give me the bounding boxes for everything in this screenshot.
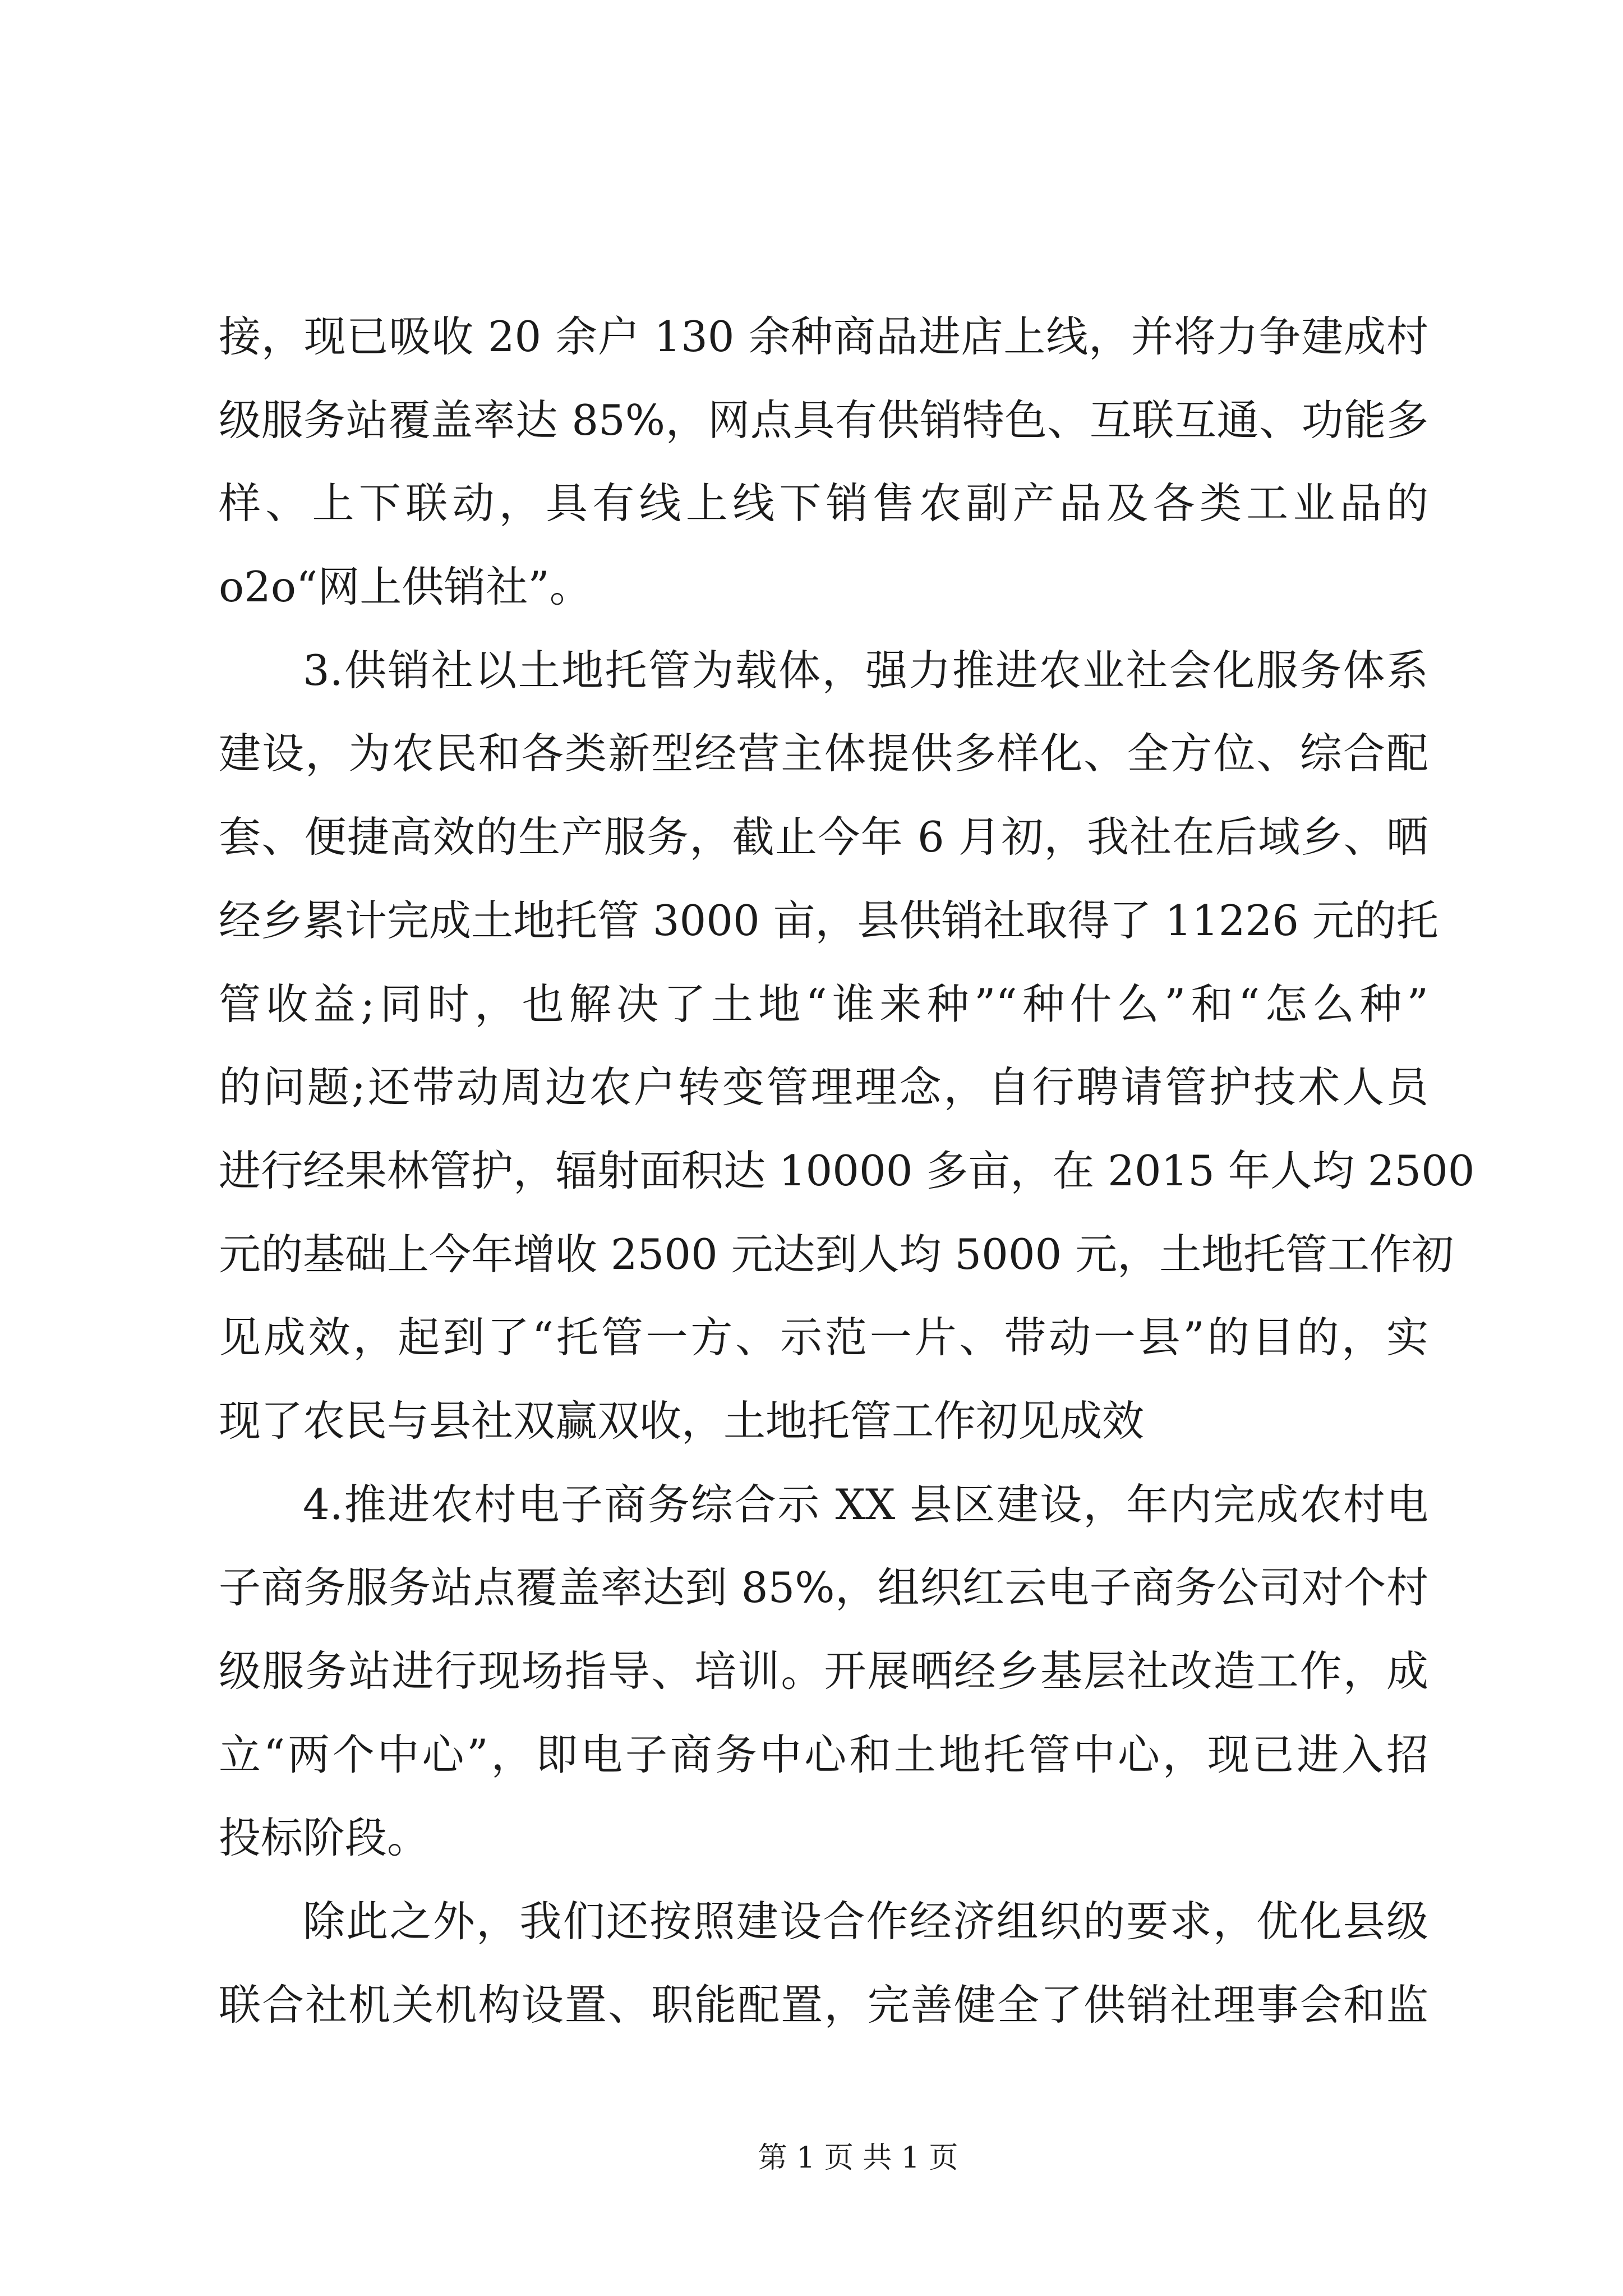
text-line: 元的基础上今年增收 2500 元达到人均 5000 元，土地托管工作初 xyxy=(219,1229,1454,1279)
text-line: 管收益;同时，也解决了土地“谁来种”“种什么”和“怎么种” xyxy=(219,979,1428,1029)
text-line: 进行经果林管护，辐射面积达 10000 多亩，在 2015 年人均 2500 xyxy=(219,1145,1475,1195)
text-line: 子商务服务站点覆盖率达到 85%，组织红云电子商务公司对个村 xyxy=(219,1563,1428,1613)
text-line: 现了农民与县社双赢双收，土地托管工作初见成效 xyxy=(219,1396,1145,1446)
text-line: 接，现已吸收 20 余户 130 余种商品进店上线，并将力争建成村 xyxy=(219,312,1428,361)
page-footer: 第 1 页 共 1 页 xyxy=(758,2141,958,2175)
paragraph xyxy=(219,629,1475,1463)
text-line: 的问题;还带动周边农户转变管理理念，自行聘请管护技术人员 xyxy=(219,1062,1428,1112)
text-line: 投标阶段。 xyxy=(219,1813,430,1863)
text-line: 套、便捷高效的生产服务，截止今年 6 月初，我社在后域乡、晒 xyxy=(219,812,1428,862)
paragraph xyxy=(219,1463,1428,1880)
text-line: o2o“网上供销社”。 xyxy=(219,562,592,612)
document-body xyxy=(219,295,1475,2046)
text-line: 立“两个中心”，即电子商务中心和土地托管中心，现已进入招 xyxy=(219,1729,1428,1779)
text-line: 样、上下联动，具有线上线下销售农副产品及各类工业品的 xyxy=(219,478,1428,528)
text-line: 级服务站进行现场指导、培训。开展晒经乡基层社改造工作，成 xyxy=(219,1646,1428,1696)
text-line: 经乡累计完成土地托管 3000 亩，县供销社取得了 11226 元的托 xyxy=(219,895,1438,945)
text-line: 3.供销社以土地托管为载体，强力推进农业社会化服务体系 xyxy=(303,645,1428,695)
text-line: 联合社机关机构设置、职能配置，完善健全了供销社理事会和监 xyxy=(219,1980,1428,2030)
text-line: 级服务站覆盖率达 85%，网点具有供销特色、互联互通、功能多 xyxy=(219,395,1428,445)
text-line: 除此之外，我们还按照建设合作经济组织的要求，优化县级 xyxy=(303,1897,1428,1947)
text-line: 4.推进农村电子商务综合示 XX 县区建设，年内完成农村电 xyxy=(303,1479,1428,1529)
paragraph xyxy=(219,295,1428,629)
paragraph xyxy=(219,1880,1428,2046)
text-line: 见成效，起到了“托管一方、示范一片、带动一县”的目的，实 xyxy=(219,1313,1428,1363)
text-line: 建设，为农民和各类新型经营主体提供多样化、全方位、综合配 xyxy=(219,729,1428,779)
